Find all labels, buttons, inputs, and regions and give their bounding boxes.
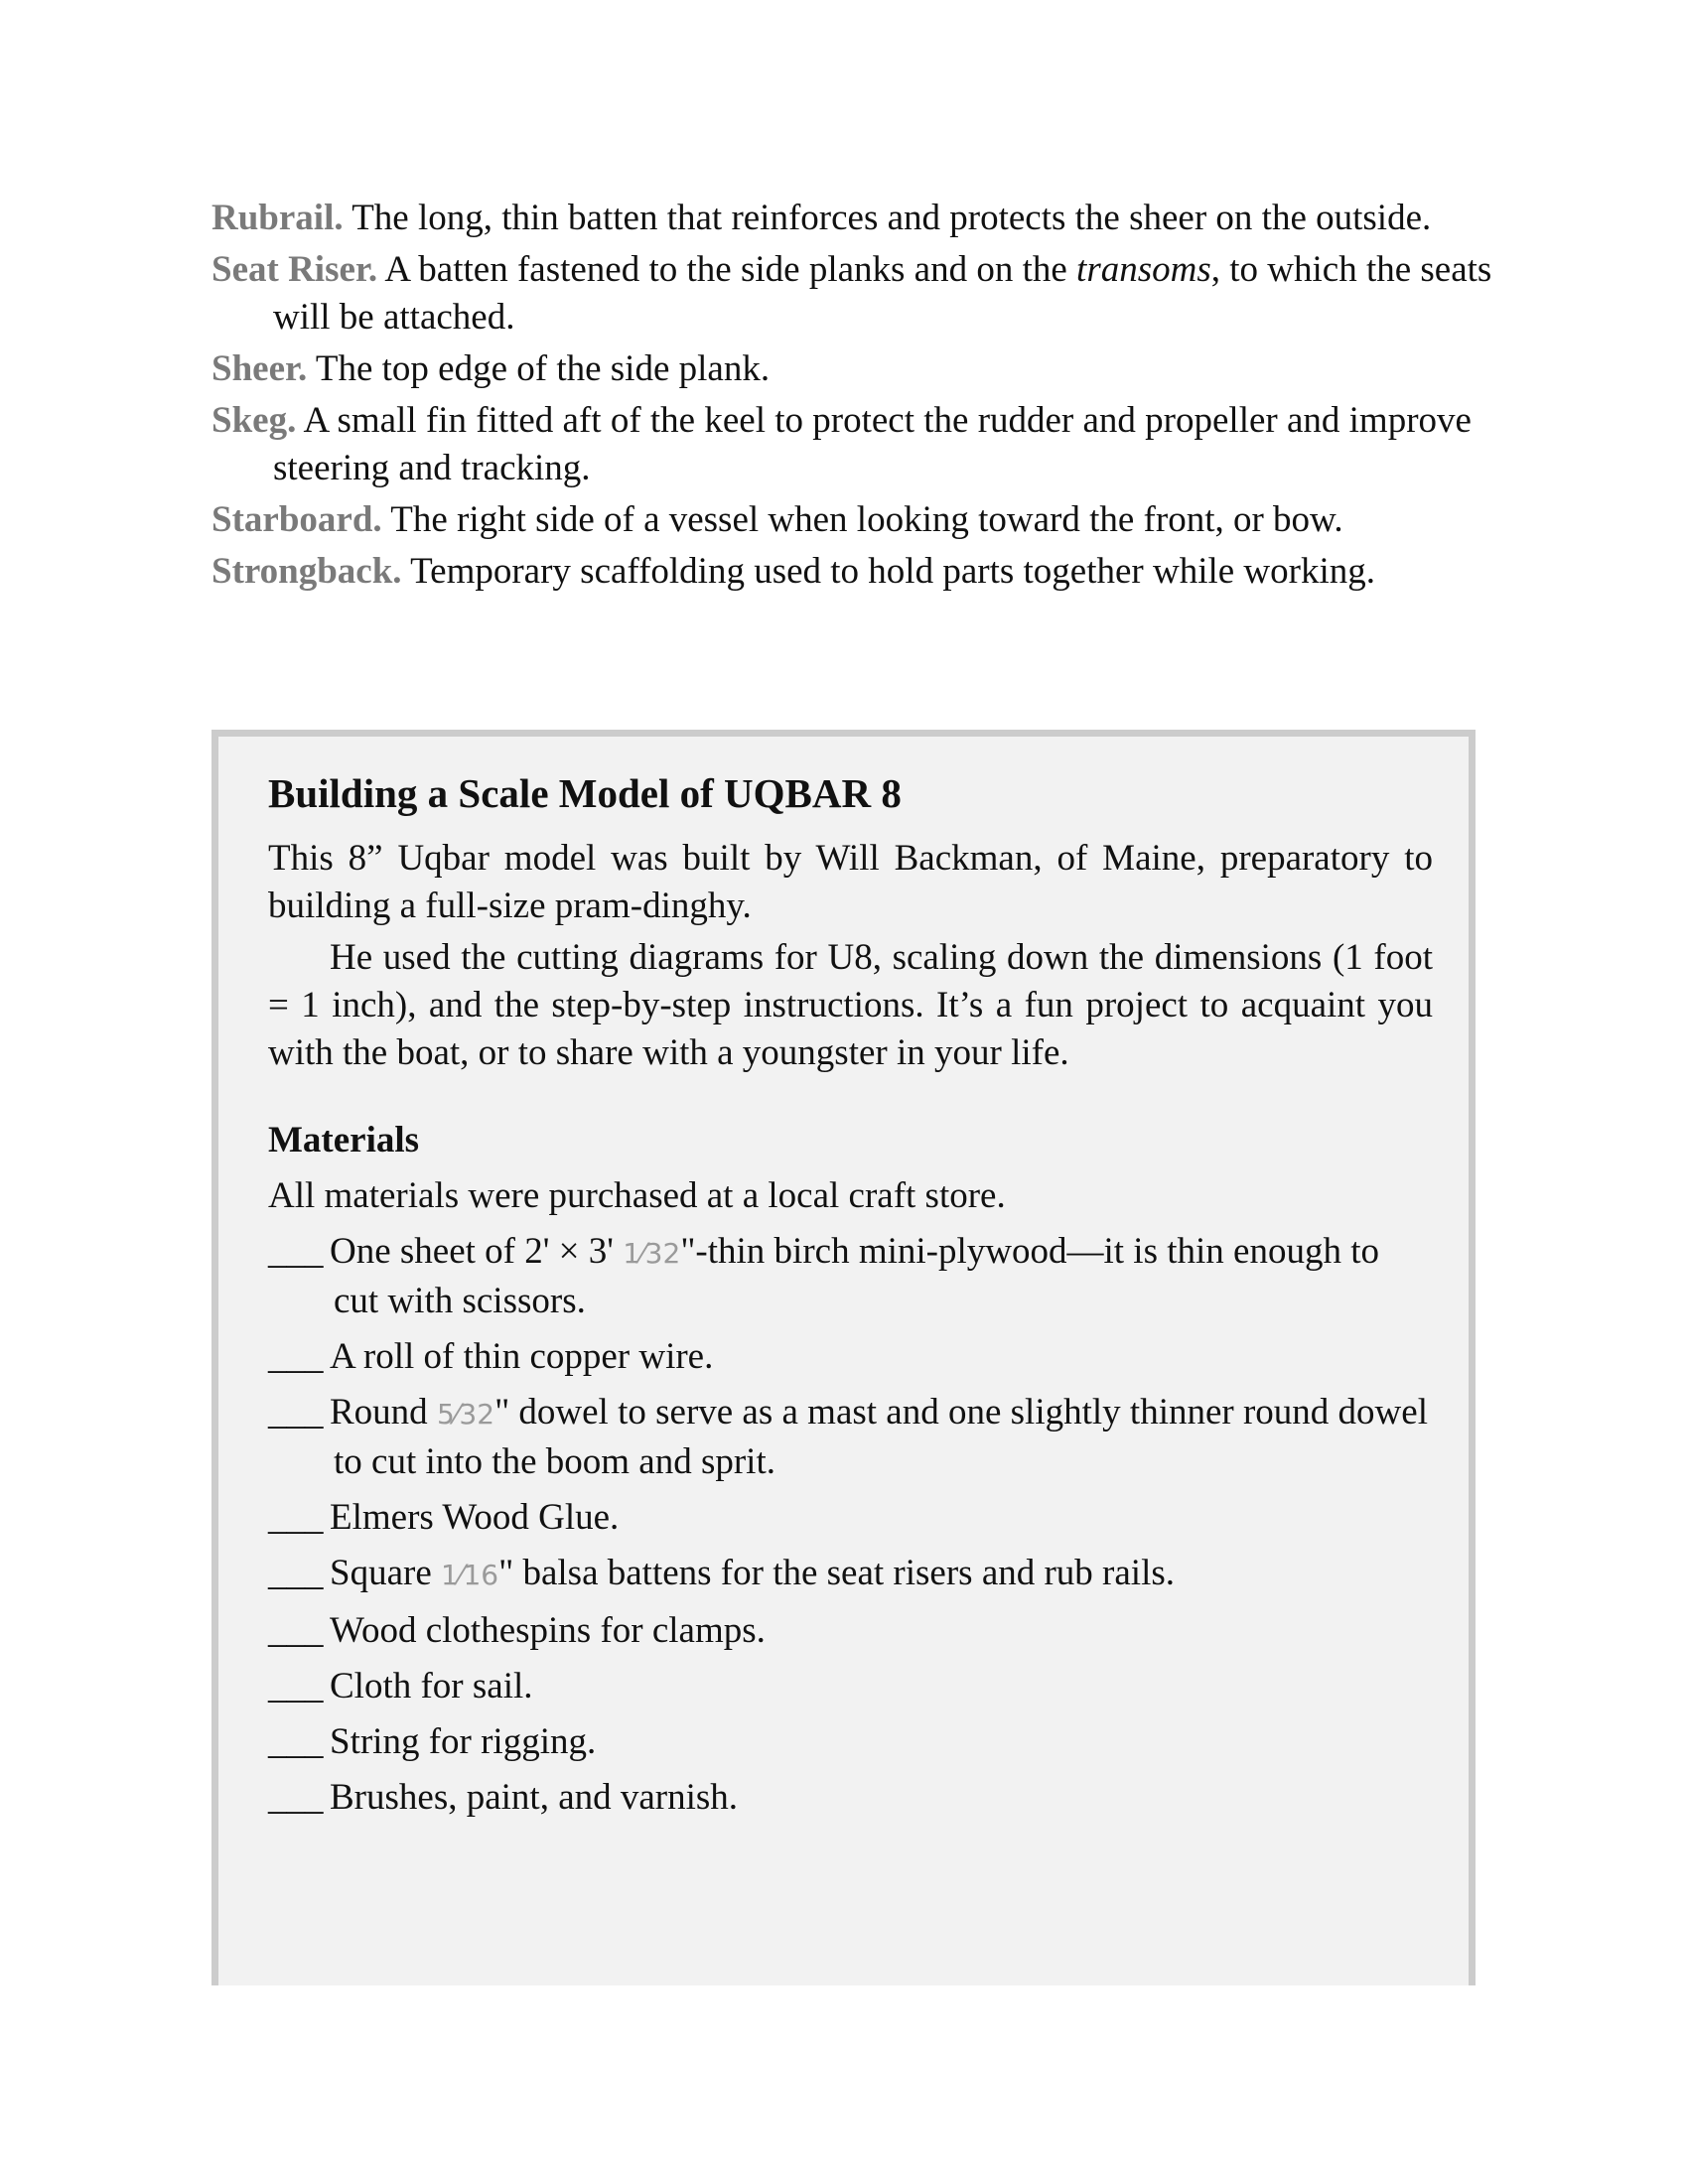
item-text: " balsa battens for the seat risers and rub rails. — [498, 1553, 1176, 1593]
sidebar-box — [211, 730, 1476, 1985]
glossary-definition: A small fin fitted aft of the keel to protect the rudder and propeller and improve steering and tracking. — [273, 400, 1472, 488]
item-text: String for rigging. — [330, 1721, 597, 1762]
glossary-term: Rubrail. — [211, 198, 344, 238]
item-text: One sheet of 2' × 3' — [330, 1231, 624, 1272]
glossary-term: Seat Riser. — [211, 249, 378, 290]
checkbox-blank: ___ — [268, 1336, 324, 1377]
materials-checklist — [268, 1228, 1433, 1822]
glossary-entry — [211, 397, 1492, 492]
checkbox-blank: ___ — [268, 1777, 324, 1818]
checklist-item — [268, 1607, 1433, 1655]
glossary-entry — [211, 195, 1492, 242]
glossary-term: Skeg. — [211, 400, 297, 441]
glossary-entry — [211, 548, 1492, 596]
checklist-item — [268, 1663, 1433, 1710]
checkbox-blank: ___ — [268, 1666, 324, 1706]
glossary-term: Starboard. — [211, 499, 382, 540]
checkbox-blank: ___ — [268, 1553, 324, 1593]
sidebar-content — [268, 767, 1433, 1830]
glossary-definition: The long, thin batten that reinforces and protects the sheer on the outside. — [343, 198, 1432, 238]
item-text: " dowel to serve as a mast and one slightly thinner round dowel to cut into the boom and sprit. — [334, 1392, 1428, 1482]
checkbox-blank: ___ — [268, 1610, 324, 1651]
checkbox-blank: ___ — [268, 1392, 324, 1433]
glossary-definition-italic: transoms — [1076, 249, 1211, 290]
glossary-list — [211, 195, 1492, 600]
checklist-item — [268, 1494, 1433, 1542]
item-text: Round — [330, 1392, 437, 1433]
glossary-entry — [211, 345, 1492, 393]
sidebar-title: Building a Scale Model of UQBAR 8 — [268, 770, 902, 816]
fraction: 1⁄32 — [623, 1237, 681, 1270]
item-text: Square — [330, 1553, 441, 1593]
materials-intro: All materials were purchased at a local craft store. — [268, 1175, 1006, 1216]
glossary-definition: Temporary scaffolding used to hold parts together while working. — [401, 551, 1376, 592]
item-text: "-thin birch mini-plywood—it is thin enough to cut with scissors. — [334, 1231, 1379, 1321]
checklist-item — [268, 1389, 1433, 1486]
checklist-item — [268, 1718, 1433, 1766]
glossary-entry — [211, 496, 1492, 544]
checkbox-blank: ___ — [268, 1721, 324, 1762]
glossary-definition: , to which the seats will be attached. — [273, 249, 1492, 338]
checkbox-blank: ___ — [268, 1497, 324, 1538]
checkbox-blank: ___ — [268, 1231, 324, 1272]
checklist-item — [268, 1333, 1433, 1381]
glossary-definition: The right side of a vessel when looking toward the front, or bow. — [381, 499, 1343, 540]
instructions-paragraph: He used the cutting diagrams for U8, scaling down the dimensions (1 foot = 1 inch), and the step-by-step instructions. It’s a fun project to acquaint you with the boat, or to share with a youngster in your life. — [268, 937, 1433, 1073]
checklist-item — [268, 1228, 1433, 1325]
glossary-term: Strongback. — [211, 551, 402, 592]
item-text: A roll of thin copper wire. — [330, 1336, 714, 1377]
glossary-definition: A batten fastened to the side planks and on the — [377, 249, 1077, 290]
glossary-entry — [211, 246, 1492, 341]
materials-heading: Materials — [268, 1120, 420, 1160]
fraction: 5⁄32 — [436, 1398, 495, 1431]
glossary-definition: The top edge of the side plank. — [307, 348, 771, 389]
fraction: 1⁄16 — [441, 1559, 499, 1591]
intro-paragraph: This 8” Uqbar model was built by Will Backman, of Maine, preparatory to building a full-size pram-dinghy. — [268, 838, 1433, 926]
item-text: Wood clothespins for clamps. — [330, 1610, 766, 1651]
checklist-item — [268, 1550, 1433, 1599]
item-text: Elmers Wood Glue. — [330, 1497, 620, 1538]
item-text: Brushes, paint, and varnish. — [330, 1777, 739, 1818]
item-text: Cloth for sail. — [330, 1666, 533, 1706]
checklist-item — [268, 1774, 1433, 1822]
glossary-term: Sheer. — [211, 348, 308, 389]
